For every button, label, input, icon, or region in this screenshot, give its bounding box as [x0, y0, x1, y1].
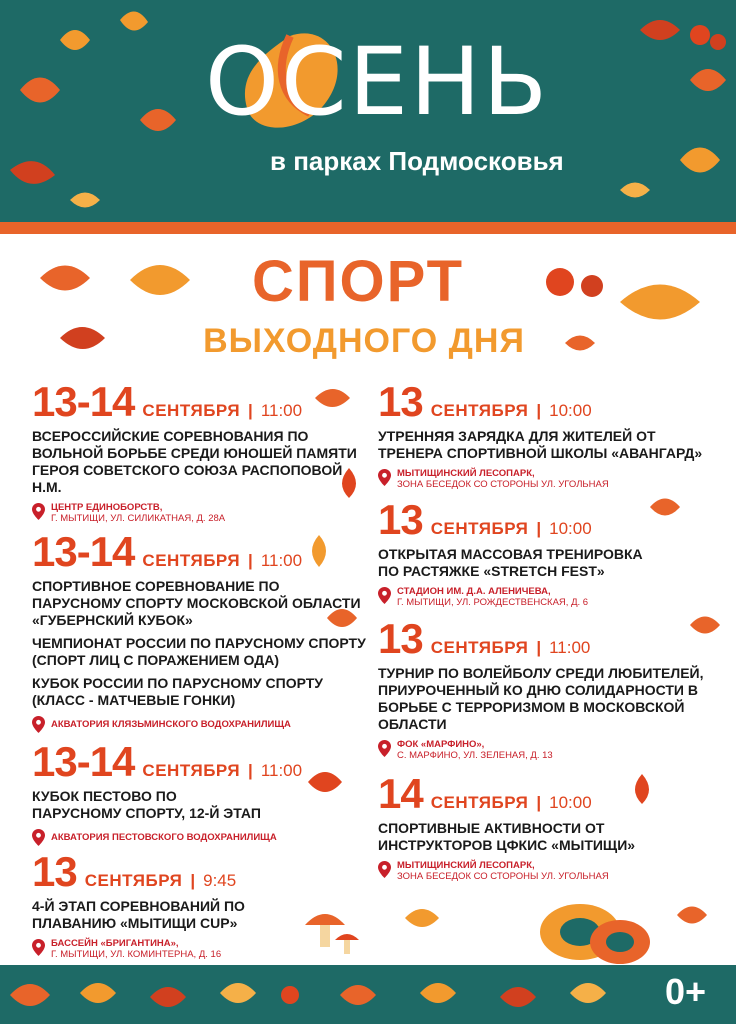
event-time: 11:00 — [260, 401, 303, 420]
event-day: 13 — [378, 378, 423, 425]
event-time: 9:45 — [203, 871, 237, 890]
location-pin-icon — [32, 939, 45, 956]
event-location — [32, 502, 372, 524]
location-pin-icon — [378, 740, 391, 757]
event-location — [32, 715, 372, 733]
event-description: ТУРНИР ПО ВОЛЕЙБОЛУ СРЕДИ ЛЮБИТЕЛЕЙ, ПРИУРОЧЕННЫЙ КО ДНЮ СОЛИДАРНОСТИ В БОРЬБЕ С ТЕРРОРИЗМОМ В МОСКОВСКОЙ ОБЛАСТИ — [378, 665, 704, 732]
event-description: КУБОК ПЕСТОВО ПО ПАРУСНОМУ СПОРТУ, 12-Й ЭТАП — [32, 788, 261, 821]
event-description: КУБОК РОССИИ ПО ПАРУСНОМУ СПОРТУ (КЛАСС - МАТЧЕВЫЕ ГОНКИ) — [32, 675, 323, 708]
leaf-icon — [55, 318, 110, 358]
event-description: СПОРТИВНЫЕ АКТИВНОСТИ ОТ ИНСТРУКТОРОВ ЦФКИС «МЫТИЩИ» — [378, 820, 636, 853]
leaf-icon — [560, 328, 600, 358]
event-month: СЕНТЯБРЯ — [430, 638, 529, 657]
event-time: 11:00 — [549, 638, 591, 657]
location-name: БАССЕЙН «БРИГАНТИНА», — [51, 938, 179, 949]
location-address: ЗОНА БЕСЕДОК СО СТОРОНЫ УЛ. УГОЛЬНАЯ — [397, 871, 609, 882]
footer-banner — [0, 965, 736, 1024]
header-stripe — [0, 222, 736, 234]
event-day: 13-14 — [32, 738, 135, 785]
location-name: АКВАТОРИЯ КЛЯЗЬМИНСКОГО ВОДОХРАНИЛИЩА — [51, 719, 291, 730]
separator: | — [536, 638, 542, 657]
event-location — [378, 586, 718, 608]
separator: | — [248, 401, 253, 420]
event-card — [32, 378, 372, 524]
separator: | — [536, 401, 542, 420]
age-rating: 0+ — [664, 971, 706, 1012]
location-name: МЫТИЩИНСКИЙ ЛЕСОПАРК, — [397, 468, 535, 479]
location-name: ЦЕНТР ЕДИНОБОРСТВ, — [51, 502, 163, 513]
event-day: 13-14 — [32, 378, 135, 425]
event-card — [378, 770, 718, 882]
event-location — [32, 938, 372, 960]
event-month: СЕНТЯБРЯ — [84, 871, 183, 890]
separator: | — [248, 551, 253, 570]
logo-text: ОСЕНЬ — [205, 28, 550, 137]
event-month: СЕНТЯБРЯ — [142, 551, 241, 570]
event-description: 4-Й ЭТАП СОРЕВНОВАНИЙ ПО ПЛАВАНИЮ «МЫТИЩИ CUP» — [32, 898, 245, 931]
event-location — [32, 828, 372, 846]
leaf-icon — [125, 255, 195, 305]
event-time: 11:00 — [260, 551, 303, 570]
event-day: 13-14 — [32, 528, 135, 575]
header-subtitle: в парках Подмосковья — [270, 146, 564, 176]
event-description: СПОРТИВНОЕ СОРЕВНОВАНИЕ ПО ПАРУСНОМУ СПОРТУ МОСКОВСКОЙ ОБЛАСТИ «ГУБЕРНСКИЙ КУБОК» — [32, 578, 361, 628]
event-month: СЕНТЯБРЯ — [142, 761, 241, 780]
event-day: 13 — [378, 615, 423, 662]
location-pin-icon — [32, 829, 45, 846]
event-month: СЕНТЯБРЯ — [142, 401, 241, 420]
separator: | — [248, 761, 253, 780]
event-card — [32, 848, 372, 960]
event-description: УТРЕННЯЯ ЗАРЯДКА ДЛЯ ЖИТЕЛЕЙ ОТ ТРЕНЕРА СПОРТИВНОЙ ШКОЛЫ «АВАНГАРД» — [378, 428, 703, 461]
event-time: 10:00 — [549, 793, 592, 812]
location-pin-icon — [378, 861, 391, 878]
separator: | — [536, 519, 542, 538]
event-location — [378, 468, 718, 490]
header-banner — [0, 0, 736, 222]
location-pin-icon — [378, 469, 391, 486]
event-location — [378, 860, 718, 882]
location-address: ЗОНА БЕСЕДОК СО СТОРОНЫ УЛ. УГОЛЬНАЯ — [397, 479, 609, 490]
event-card — [32, 528, 372, 733]
separator: | — [536, 793, 542, 812]
event-day: 13 — [378, 496, 423, 543]
location-name: АКВАТОРИЯ ПЕСТОВСКОГО ВОДОХРАНИЛИЩА — [51, 832, 277, 843]
location-pin-icon — [32, 716, 45, 733]
page-title: СПОРТ — [251, 249, 465, 314]
acorn-icon — [540, 262, 610, 302]
location-address: Г. МЫТИЩИ, УЛ. СИЛИКАТНАЯ, Д. 28А — [51, 513, 226, 524]
event-description: ОТКРЫТАЯ МАССОВАЯ ТРЕНИРОВКА ПО РАСТЯЖКЕ «STRETCH FEST» — [378, 546, 643, 579]
event-card — [378, 615, 718, 761]
event-day: 13 — [32, 848, 77, 895]
event-month: СЕНТЯБРЯ — [430, 401, 529, 420]
location-pin-icon — [32, 503, 45, 520]
event-card — [378, 378, 718, 490]
location-address: Г. МЫТИЩИ, УЛ. РОЖДЕСТВЕНСКАЯ, Д. 6 — [397, 597, 589, 608]
event-description: ВСЕРОССИЙСКИЕ СОРЕВНОВАНИЯ ПО ВОЛЬНОЙ БОРЬБЕ СРЕДИ ЮНОШЕЙ ПАМЯТИ ГЕРОЯ СОВЕТСКОГО СОЮЗА РАСПОПОВОЙ Н.М. — [32, 428, 357, 495]
sneakers-icon — [535, 892, 655, 967]
location-address: С. МАРФИНО, УЛ. ЗЕЛЕНАЯ, Д. 13 — [397, 750, 553, 761]
event-month: СЕНТЯБРЯ — [430, 519, 529, 538]
event-location — [378, 739, 718, 761]
location-name: ФОК «МАРФИНО», — [397, 739, 485, 750]
separator: | — [190, 871, 196, 890]
location-pin-icon — [378, 587, 391, 604]
page-subtitle: ВЫХОДНОГО ДНЯ — [203, 322, 525, 360]
leaf-icon — [615, 272, 705, 332]
event-day: 14 — [378, 770, 423, 817]
event-card — [32, 738, 372, 846]
location-name: СТАДИОН ИМ. Д.А. АЛЕНИЧЕВА, — [397, 586, 551, 597]
event-time: 10:00 — [549, 519, 592, 538]
leaf-icon — [400, 898, 444, 938]
event-description: ЧЕМПИОНАТ РОССИИ ПО ПАРУСНОМУ СПОРТУ (СПОРТ ЛИЦ С ПОРАЖЕНИЕМ ОДА) — [32, 635, 366, 668]
event-month: СЕНТЯБРЯ — [430, 793, 529, 812]
event-time: 10:00 — [549, 401, 592, 420]
leaf-icon — [672, 898, 712, 932]
leaf-icon — [35, 258, 95, 298]
location-name: МЫТИЩИНСКИЙ ЛЕСОПАРК, — [397, 860, 535, 871]
autumn-leaves-decoration — [0, 965, 736, 1024]
location-address: Г. МЫТИЩИ, УЛ. КОМИНТЕРНА, Д. 16 — [51, 949, 222, 960]
event-time: 11:00 — [260, 761, 303, 780]
event-card — [378, 496, 718, 608]
